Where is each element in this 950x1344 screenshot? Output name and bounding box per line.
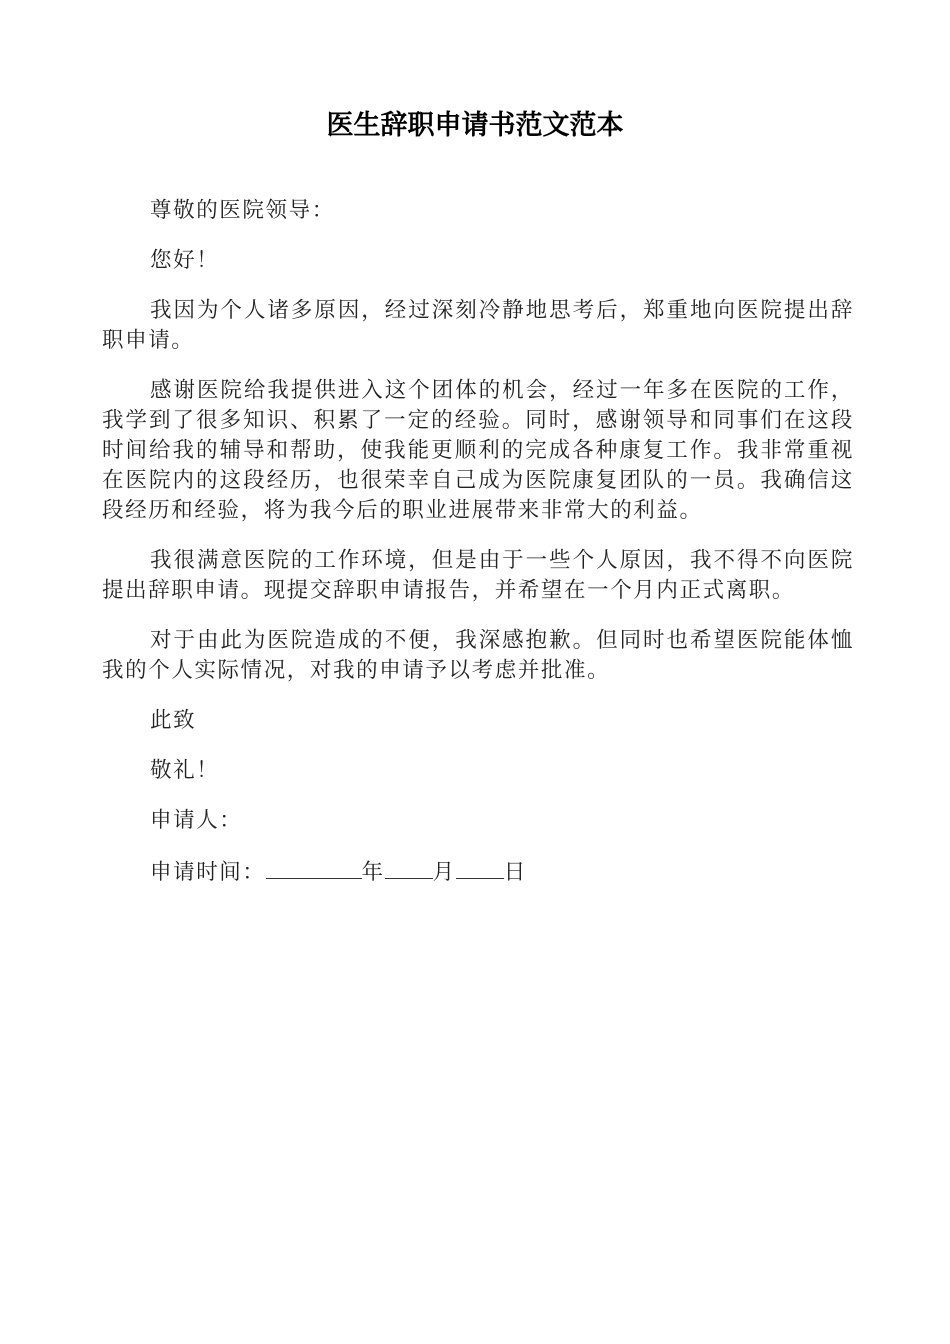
year-blank	[266, 856, 362, 879]
regards: 敬礼！	[150, 758, 220, 783]
greeting: 您好！	[150, 248, 220, 273]
paragraph-4: 对于由此为医院造成的不便，我深感抱歉。但同时也希望医院能体恤我的个人实际情况，对我的申请予以考虑并批准。	[102, 628, 854, 683]
applicant-line: 申请人：	[150, 808, 243, 833]
day-blank	[456, 856, 504, 879]
document-body	[102, 196, 854, 908]
paragraph-2: 感谢医院给我提供进入这个团体的机会，经过一年多在医院的工作，我学到了很多知识、积累了一定的经验。同时，感谢领导和同事们在这段时间给我的辅导和帮助，使我能更顺利的完成各种康复工作。我非常重视在医院内的这段经历，也很荣幸自己成为医院康复团队的一员。我确信这段经历和经验，将为我今后的职业进展带来非常大的利益。	[102, 378, 854, 523]
day-label: 日	[503, 860, 527, 885]
date-line	[102, 856, 854, 888]
paragraph-3: 我很满意医院的工作环境，但是由于一些个人原因，我不得不向医院提出辞职申请。现提交辞职申请报告，并希望在一个月内正式离职。	[102, 548, 854, 603]
paragraph-1: 我因为个人诸多原因，经过深刻冷静地思考后，郑重地向医院提出辞职申请。	[102, 298, 854, 353]
date-label: 申请时间：	[150, 860, 266, 885]
month-label: 月	[432, 860, 456, 885]
month-blank	[385, 856, 433, 879]
salutation: 尊敬的医院领导：	[150, 198, 335, 223]
year-label: 年	[361, 860, 385, 885]
closing: 此致	[150, 708, 197, 733]
document-title: 医生辞职申请书范文范本	[326, 110, 624, 141]
